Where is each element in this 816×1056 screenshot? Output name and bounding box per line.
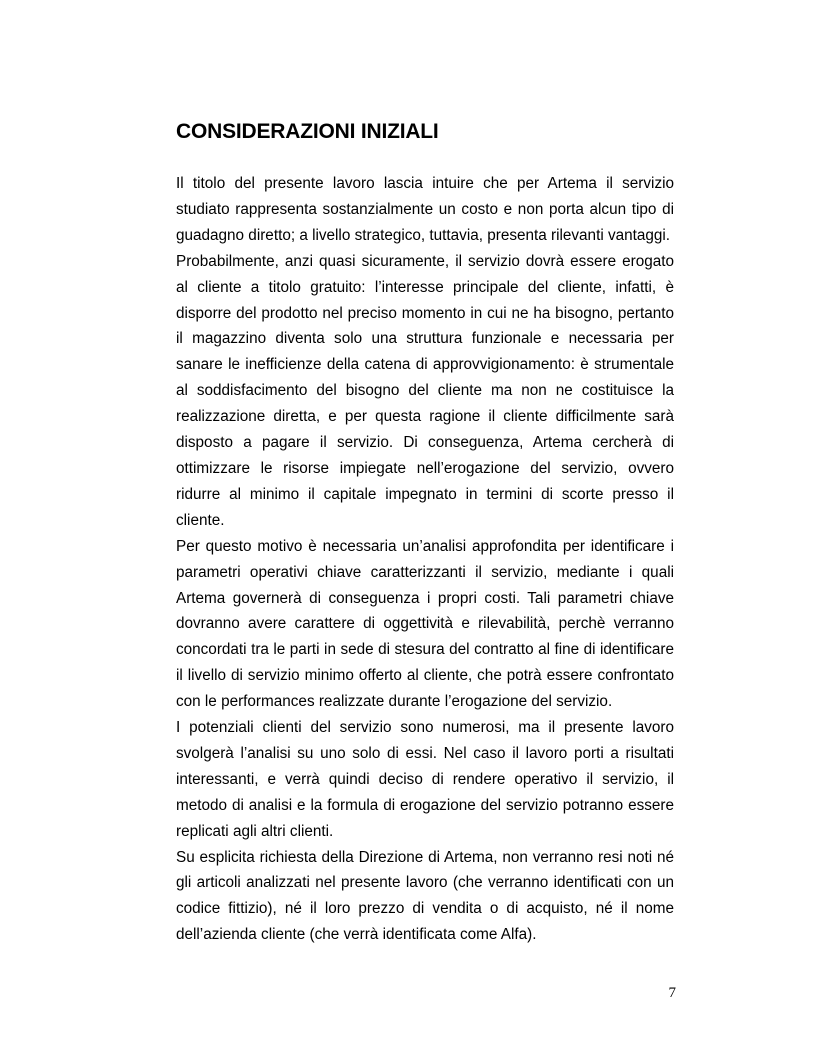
paragraph-3: Per questo motivo è necessaria un’analisi approfondita per identificare i parametri operativi chiave caratterizzanti il servizio, mediante i quali Artema governerà di conseguenza i propri costi. Tali parametri chiave dovranno avere carattere di oggettività e rilevabilità, perchè verranno concordati tra le parti in sede di stesura del contratto al fine di identificare il livello di servizio minimo offerto al cliente, che potrà essere confrontato con le performances realizzate durante l’erogazione del servizio. <box>176 537 674 711</box>
paragraph-4: I potenziali clienti del servizio sono numerosi, ma il presente lavoro svolgerà l’analisi su uno solo di essi. Nel caso il lavoro porti a risultati interessanti, e verrà quindi deciso di rendere operativo il servizio, il metodo di analisi e la formula di erogazione del servizio potranno essere replicati agli altri clienti. <box>176 719 674 840</box>
section-heading: CONSIDERAZIONI INIZIALI <box>176 120 439 143</box>
page-number: 7 <box>668 985 676 1001</box>
body-text <box>176 171 674 948</box>
paragraph-2: Probabilmente, anzi quasi sicuramente, il servizio dovrà essere erogato al cliente a titolo gratuito: l’interesse principale del cliente, infatti, è disporre del prodotto nel preciso momento in cui ne ha bisogno, pertanto il magazzino diventa solo una struttura funzionale e necessaria per sanare le inefficienze della catena di approvvigionamento: è strumentale al soddisfacimento del bisogno del cliente ma non ne costituisce la realizzazione diretta, e per questa ragione il cliente difficilmente sarà disposto a pagare il servizio. Di conseguenza, Artema cercherà di ottimizzare le risorse impiegate nell’erogazione del servizio, ovvero ridurre al minimo il capitale impegnato in termini di scorte presso il cliente. <box>176 252 674 529</box>
paragraph-1: Il titolo del presente lavoro lascia intuire che per Artema il servizio studiato rappresenta sostanzialmente un costo e non porta alcun tipo di guadagno diretto; a livello strategico, tuttavia, presenta rilevanti vantaggi. <box>176 175 674 244</box>
paragraph-5: Su esplicita richiesta della Direzione di Artema, non verranno resi noti né gli articoli analizzati nel presente lavoro (che verranno identificati con un codice fittizio), né il loro prezzo di vendita o di acquisto, né il nome dell’azienda cliente (che verrà identificata come Alfa). <box>176 848 674 944</box>
